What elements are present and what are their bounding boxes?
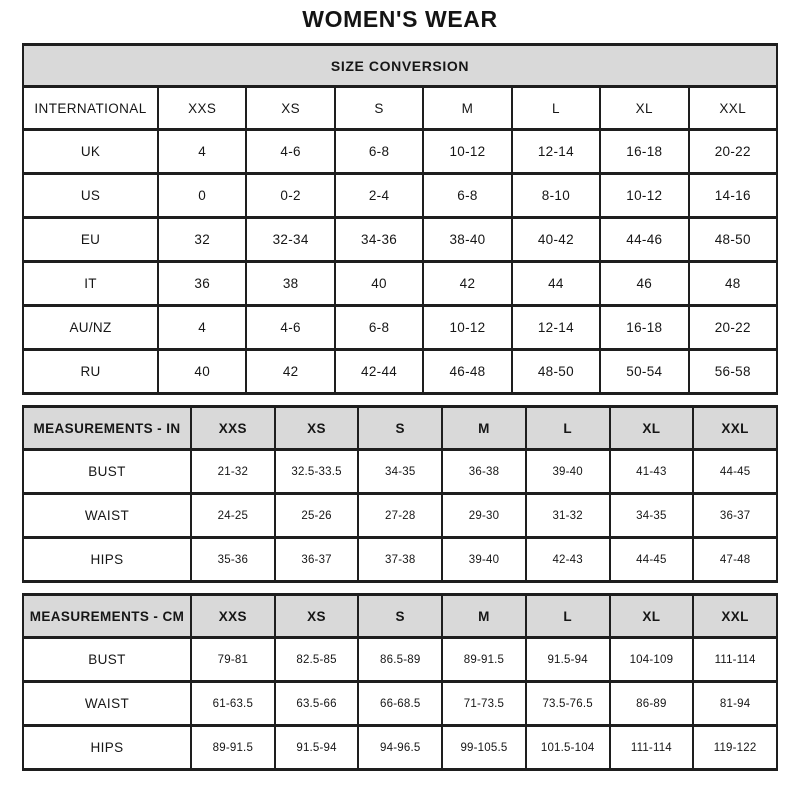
row-label: EU [23, 218, 158, 262]
table-cell: 48-50 [512, 350, 600, 394]
table-cell: 63.5-66 [275, 682, 359, 726]
table-row-hips [23, 538, 777, 582]
table-cell: 2-4 [335, 174, 423, 218]
table-cell: 111-114 [693, 638, 777, 682]
table-cell: 0-2 [246, 174, 334, 218]
column-header-s: S [335, 87, 423, 130]
table-cell: 6-8 [335, 306, 423, 350]
table-row-waist [23, 494, 777, 538]
table-cell: 29-30 [442, 494, 526, 538]
table-cell: 12-14 [512, 306, 600, 350]
table-cell: 91.5-94 [526, 638, 610, 682]
table-cell: 73.5-76.5 [526, 682, 610, 726]
table-row-waist [23, 682, 777, 726]
table-cell: 4 [158, 130, 246, 174]
table-cell: 44-45 [610, 538, 694, 582]
column-header-s: S [358, 407, 442, 450]
table-cell: 32-34 [246, 218, 334, 262]
row-label: US [23, 174, 158, 218]
table-cell: 50-54 [600, 350, 688, 394]
table-cell: 37-38 [358, 538, 442, 582]
column-header-m: M [442, 407, 526, 450]
page-title: WOMEN'S WEAR [302, 6, 498, 32]
row-label: IT [23, 262, 158, 306]
row-label: HIPS [23, 726, 191, 770]
table-cell: 16-18 [600, 306, 688, 350]
column-header-xs: XS [275, 595, 359, 638]
column-header-xl: XL [600, 87, 688, 130]
table-cell: 61-63.5 [191, 682, 275, 726]
column-header-xxl: XXL [689, 87, 777, 130]
table-cell: 34-35 [358, 450, 442, 494]
row-label: BUST [23, 638, 191, 682]
table-cell: 32.5-33.5 [275, 450, 359, 494]
table-cell: 16-18 [600, 130, 688, 174]
table-cell: 44-46 [600, 218, 688, 262]
table-cell: 4-6 [246, 306, 334, 350]
table-cell: 31-32 [526, 494, 610, 538]
column-header-international: INTERNATIONAL [23, 87, 158, 130]
measurements-cm-title: MEASUREMENTS - CM [23, 595, 191, 638]
table-cell: 36-38 [442, 450, 526, 494]
column-header-xl: XL [610, 407, 694, 450]
table-cell: 42 [423, 262, 511, 306]
column-header-xl: XL [610, 595, 694, 638]
table-cell: 40 [158, 350, 246, 394]
row-label: RU [23, 350, 158, 394]
measurements-in-table [22, 405, 778, 583]
table-cell: 46 [600, 262, 688, 306]
table-title-row [23, 45, 777, 87]
table-cell: 10-12 [423, 306, 511, 350]
column-header-xxs: XXS [191, 595, 275, 638]
table-cell: 41-43 [610, 450, 694, 494]
row-label: AU/NZ [23, 306, 158, 350]
table-cell: 42-44 [335, 350, 423, 394]
column-header-xxl: XXL [693, 407, 777, 450]
table-cell: 34-36 [335, 218, 423, 262]
table-cell: 101.5-104 [526, 726, 610, 770]
table-cell: 44-45 [693, 450, 777, 494]
table-cell: 12-14 [512, 130, 600, 174]
column-header-l: L [526, 595, 610, 638]
column-header-l: L [526, 407, 610, 450]
table-cell: 25-26 [275, 494, 359, 538]
table-row-us [23, 174, 777, 218]
row-label: BUST [23, 450, 191, 494]
row-label: WAIST [23, 494, 191, 538]
table-cell: 36 [158, 262, 246, 306]
table-cell: 42 [246, 350, 334, 394]
column-header-xxl: XXL [693, 595, 777, 638]
table-cell: 82.5-85 [275, 638, 359, 682]
table-cell: 104-109 [610, 638, 694, 682]
table-cell: 66-68.5 [358, 682, 442, 726]
measurements-cm-table [22, 593, 778, 771]
table-cell: 4 [158, 306, 246, 350]
column-header-xxs: XXS [158, 87, 246, 130]
column-header-xs: XS [275, 407, 359, 450]
table-row-eu [23, 218, 777, 262]
table-cell: 32 [158, 218, 246, 262]
table-cell: 81-94 [693, 682, 777, 726]
table-cell: 38-40 [423, 218, 511, 262]
table-cell: 89-91.5 [191, 726, 275, 770]
table-row-uk [23, 130, 777, 174]
row-label: HIPS [23, 538, 191, 582]
measurements-in-title: MEASUREMENTS - IN [23, 407, 191, 450]
table-cell: 14-16 [689, 174, 777, 218]
table-cell: 0 [158, 174, 246, 218]
table-cell: 40 [335, 262, 423, 306]
row-label: UK [23, 130, 158, 174]
size-conversion-table [22, 43, 778, 395]
table-cell: 34-35 [610, 494, 694, 538]
table-cell: 111-114 [610, 726, 694, 770]
table-cell: 10-12 [600, 174, 688, 218]
size-conversion-title: SIZE CONVERSION [23, 45, 777, 87]
table-cell: 6-8 [335, 130, 423, 174]
table-cell: 48-50 [689, 218, 777, 262]
column-header-row [23, 87, 777, 130]
table-cell: 20-22 [689, 306, 777, 350]
table-cell: 39-40 [442, 538, 526, 582]
table-cell: 24-25 [191, 494, 275, 538]
table-cell: 46-48 [423, 350, 511, 394]
table-cell: 35-36 [191, 538, 275, 582]
table-cell: 86.5-89 [358, 638, 442, 682]
table-cell: 56-58 [689, 350, 777, 394]
table-row-ru [23, 350, 777, 394]
table-cell: 8-10 [512, 174, 600, 218]
table-cell: 119-122 [693, 726, 777, 770]
table-cell: 39-40 [526, 450, 610, 494]
table-cell: 4-6 [246, 130, 334, 174]
table-row-it [23, 262, 777, 306]
row-label: WAIST [23, 682, 191, 726]
table-cell: 44 [512, 262, 600, 306]
table-cell: 38 [246, 262, 334, 306]
column-header-xs: XS [246, 87, 334, 130]
table-cell: 20-22 [689, 130, 777, 174]
column-header-xxs: XXS [191, 407, 275, 450]
table-cell: 99-105.5 [442, 726, 526, 770]
column-header-l: L [512, 87, 600, 130]
table-row-bust [23, 638, 777, 682]
table-cell: 10-12 [423, 130, 511, 174]
table-cell: 36-37 [693, 494, 777, 538]
table-row-aunz [23, 306, 777, 350]
table-cell: 47-48 [693, 538, 777, 582]
table-cell: 6-8 [423, 174, 511, 218]
table-cell: 89-91.5 [442, 638, 526, 682]
column-header-s: S [358, 595, 442, 638]
table-cell: 71-73.5 [442, 682, 526, 726]
table-row-hips [23, 726, 777, 770]
column-header-row [23, 407, 777, 450]
table-cell: 86-89 [610, 682, 694, 726]
table-cell: 79-81 [191, 638, 275, 682]
table-cell: 42-43 [526, 538, 610, 582]
table-cell: 91.5-94 [275, 726, 359, 770]
table-cell: 36-37 [275, 538, 359, 582]
table-row-bust [23, 450, 777, 494]
column-header-m: M [442, 595, 526, 638]
column-header-row [23, 595, 777, 638]
table-cell: 48 [689, 262, 777, 306]
table-cell: 40-42 [512, 218, 600, 262]
column-header-m: M [423, 87, 511, 130]
table-cell: 27-28 [358, 494, 442, 538]
table-cell: 94-96.5 [358, 726, 442, 770]
table-cell: 21-32 [191, 450, 275, 494]
